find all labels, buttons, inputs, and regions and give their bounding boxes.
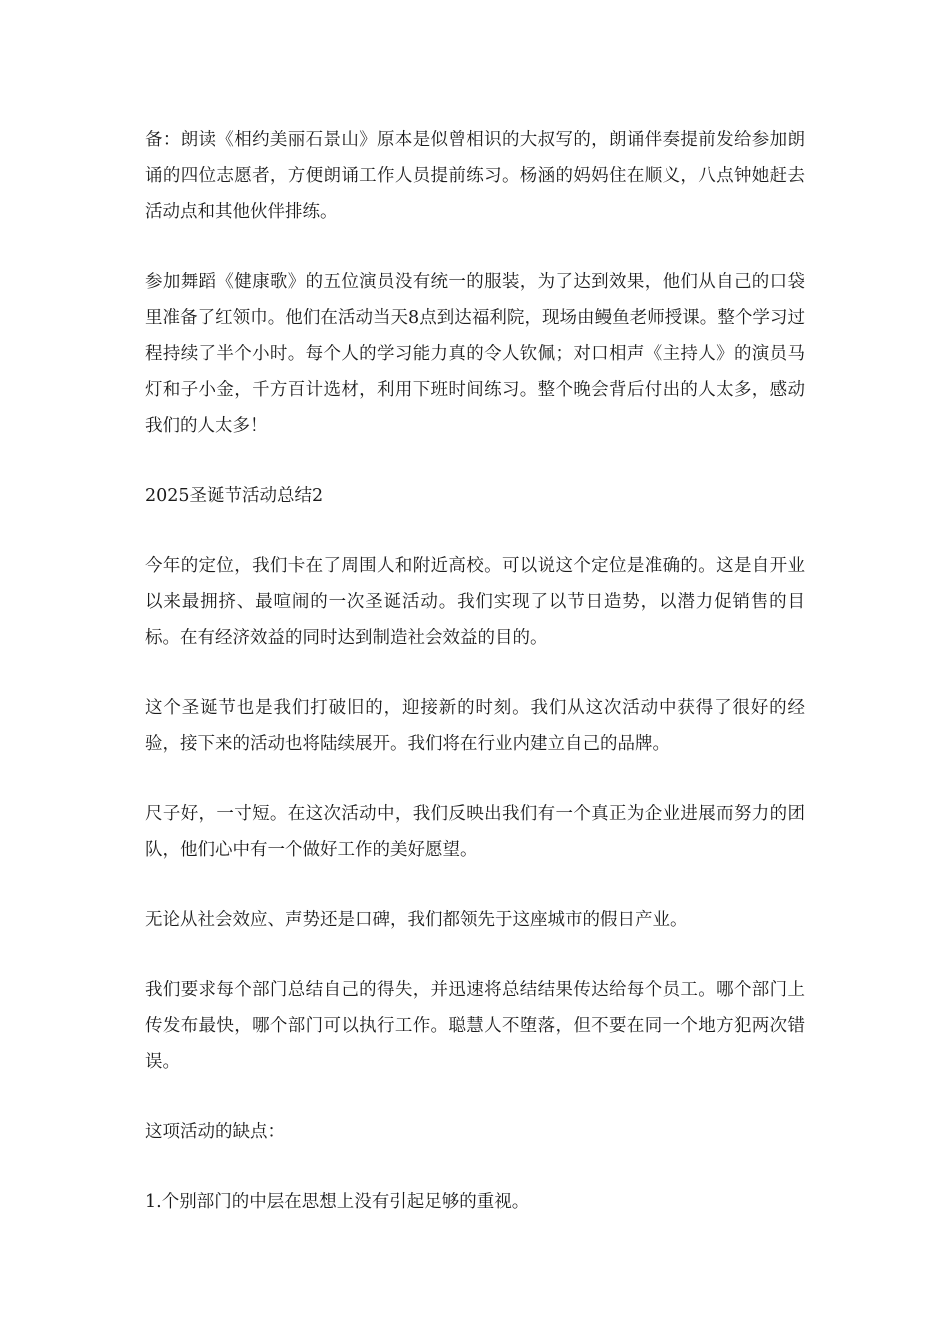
- paragraph-rehearsal-notes: 备：朗读《相约美丽石景山》原本是似曾相识的大叔写的，朗诵伴奏提前发给参加朗诵的四位志愿者，方便朗诵工作人员提前练习。杨涵的妈妈住在顺义，八点钟她赶去活动点和其他伙伴排练。: [145, 130, 805, 222]
- section-heading: 2025圣诞节活动总结2: [145, 486, 324, 506]
- document-body: [145, 122, 805, 1254]
- paragraph-new-moment: 这个圣诞节也是我们打破旧的，迎接新的时刻。我们从这次活动中获得了很好的经验，接下来的活动也将陆续展开。我们将在行业内建立自己的品牌。: [145, 698, 805, 754]
- paragraph-team: 尺子好，一寸短。在这次活动中，我们反映出我们有一个真正为企业进展而努力的团队，他们心中有一个做好工作的美好愿望。: [145, 804, 805, 860]
- list-item-shortcoming-1: 1.个别部门的中层在思想上没有引起足够的重视。: [145, 1192, 530, 1212]
- paragraph-social-effect: 无论从社会效应、声势还是口碑，我们都领先于这座城市的假日产业。: [145, 910, 688, 930]
- paragraph-shortcomings-heading: 这项活动的缺点：: [145, 1122, 285, 1142]
- paragraph-dance-performance: 参加舞蹈《健康歌》的五位演员没有统一的服装，为了达到效果，他们从自己的口袋里准备了红领巾。他们在活动当天8点到达福利院，现场由鳗鱼老师授课。整个学习过程持续了半个小时。每个人的学习能力真的令人钦佩；对口相声《主持人》的演员马灯和子小金，千方百计选材，利用下班时间练习。整个晚会背后付出的人太多，感动我们的人太多！: [145, 272, 805, 436]
- paragraph-department-summary: 我们要求每个部门总结自己的得失，并迅速将总结结果传达给每个员工。哪个部门上传发布最快，哪个部门可以执行工作。聪慧人不堕落，但不要在同一个地方犯两次错误。: [145, 980, 805, 1072]
- paragraph-positioning: 今年的定位，我们卡在了周围人和附近高校。可以说这个定位是准确的。这是自开业以来最拥挤、最喧闹的一次圣诞活动。我们实现了以节日造势，以潜力促销售的目标。在有经济效益的同时达到制造社会效益的目的。: [145, 556, 805, 648]
